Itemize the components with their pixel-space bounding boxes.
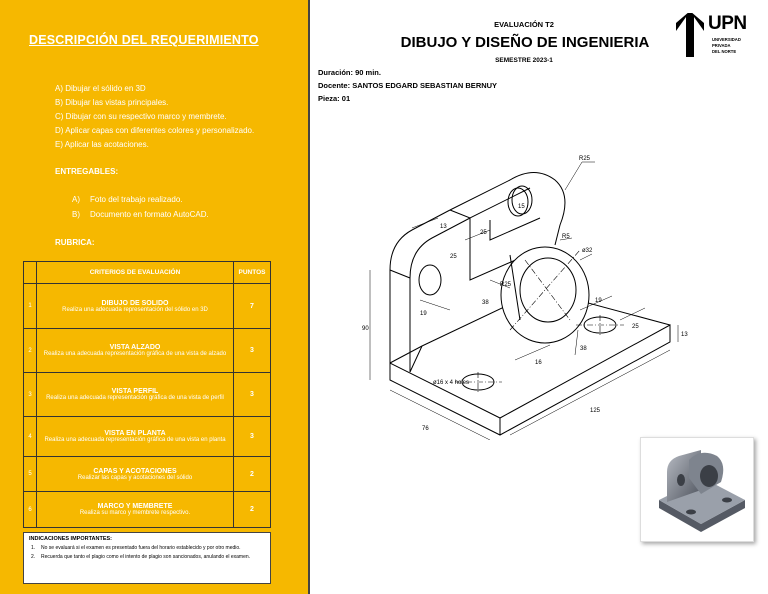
panel-divider: [308, 0, 310, 594]
rubric-row: 2 VISTA ALZADO Realiza una adecuada representación gráfica de una vista de alzado 3: [24, 329, 271, 373]
upn-logo-mark-icon: [674, 13, 708, 59]
task-item: D) Aplicar capas con diferentes colores y personalizado.: [55, 126, 255, 135]
dim-label: ø16 x 4 holes: [433, 380, 470, 386]
dim-label: 15: [518, 204, 525, 210]
piece-info: Pieza: 01: [318, 94, 351, 103]
evaluation-label: EVALUACIÓN T2: [494, 20, 554, 29]
deliverable-item: A) Foto del trabajo realizado.: [72, 195, 183, 204]
logo-line: UNIVERSIDAD: [712, 37, 741, 42]
dim-label: 25: [480, 230, 487, 236]
dim-label: R25: [579, 156, 591, 162]
rubric-label: RUBRICA:: [55, 238, 95, 247]
dim-label: 125: [590, 408, 601, 414]
logo-name: UPN: [708, 13, 747, 34]
note-item: 2. Recuerda que tanto el plagio como el intento de plagio son sancionados, anulando el examen.: [31, 553, 251, 560]
dim-label: ø32: [582, 248, 593, 254]
task-item: C) Dibujar con su respectivo marco y membrete.: [55, 112, 227, 121]
semester-label: SEMESTRE 2023-1: [495, 57, 553, 64]
course-title: DIBUJO Y DISEÑO DE INGENIERIA: [400, 34, 650, 51]
task-item: B) Dibujar las vistas principales.: [55, 98, 169, 107]
notes-title: INDICACIONES IMPORTANTES:: [29, 536, 113, 542]
dim-label: 25: [632, 324, 639, 330]
upn-logo: [674, 13, 754, 63]
duration-info: Duración: 90 min.: [318, 68, 381, 77]
dim-label: 76: [422, 426, 429, 432]
dim-label: 90: [362, 326, 369, 332]
logo-line: PRIVADA: [712, 43, 731, 48]
task-item: A) Dibujar el sólido en 3D: [55, 84, 146, 93]
requirement-title: DESCRIPCIÓN DEL REQUERIMIENTO: [29, 33, 259, 47]
rubric-row: 5 CAPAS Y ACOTACIONES Realizar las capas y acotaciones del sólido 2: [24, 457, 271, 492]
rubric-table: [23, 261, 271, 528]
dim-label: 16: [535, 360, 542, 366]
dim-label: 38: [482, 300, 489, 306]
deliverables-label: ENTREGABLES:: [55, 167, 119, 176]
important-notes: [23, 532, 271, 584]
rubric-row: 6 MARCO Y MEMBRETE Realiza su marco y membrete respectivo. 2: [24, 492, 271, 528]
rubric-row: 1 DIBUJO DE SOLIDO Realiza una adecuada representación del sólido en 3D 7: [24, 284, 271, 329]
dim-label: R5: [562, 234, 570, 240]
dim-label: R25: [500, 282, 512, 288]
logo-line: DEL NORTE: [712, 49, 737, 54]
solid-render-image: [640, 437, 754, 542]
isometric-drawing: [350, 150, 690, 440]
rubric-row: 3 VISTA PERFIL Realiza una adecuada representación gráfica de una vista de perfil 3: [24, 373, 271, 417]
rubric-header-points: PUNTOS: [234, 262, 271, 284]
dim-label: 13: [440, 224, 447, 230]
solid-render-icon: [641, 438, 753, 541]
deliverable-item: B) Documento en formato AutoCAD.: [72, 210, 209, 219]
task-item: E) Aplicar las acotaciones.: [55, 140, 149, 149]
rubric-header-num: [24, 262, 37, 284]
dim-label: 38: [580, 346, 587, 352]
teacher-info: Docente: SANTOS EDGARD SEBASTIAN BERNUY: [318, 81, 498, 90]
dim-label: 25: [450, 254, 457, 260]
dim-label: 19: [595, 298, 602, 304]
rubric-row: 4 VISTA EN PLANTA Realiza una adecuada representación gráfica de una vista en planta 3: [24, 417, 271, 457]
rubric-header-criteria: CRITERIOS DE EVALUACIÓN: [37, 262, 234, 284]
note-item: 1. No se evaluará si el examen es presentado fuera del horario establecido y por otro medio.: [31, 545, 241, 551]
dim-label: 19: [420, 311, 427, 317]
dim-label: 13: [681, 332, 688, 338]
